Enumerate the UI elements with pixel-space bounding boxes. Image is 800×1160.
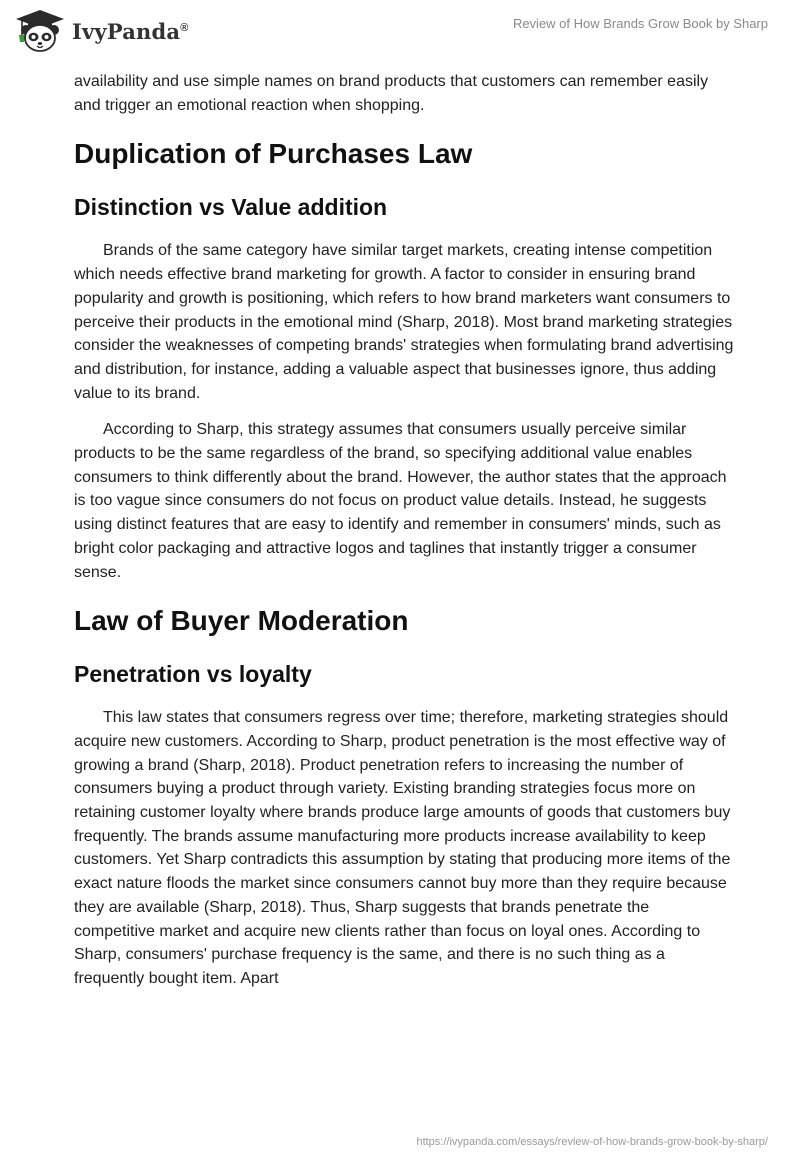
paragraph: According to Sharp, this strategy assumes that consumers usually perceive similar products to be the same regardless of the brand, so specifying additional value enables consumers to think differently about the brand. However, the author states that the approach is too vague since consumers do not focus on product value details. Instead, he suggests using distinct features that are easy to identify and remember in consumers' minds, such as bright color packaging and attractive logos and taglines that instantly trigger a consumer sense. <box>74 421 727 581</box>
subheading-distinction-vs-value: Distinction vs Value addition <box>74 194 388 221</box>
page-header <box>0 0 800 60</box>
registered-mark: ® <box>180 21 189 34</box>
source-url[interactable]: https://ivypanda.com/essays/review-of-how-brands-grow-book-by-sharp/ <box>416 1136 768 1148</box>
ivypanda-logo[interactable] <box>14 8 189 54</box>
logo-wordmark: IvyPanda <box>72 18 181 44</box>
section-heading-buyer-moderation: Law of Buyer Moderation <box>74 605 409 637</box>
essay-content <box>74 70 734 1004</box>
paragraph: Brands of the same category have similar target markets, creating intense competition which needs effective brand marketing for growth. A factor to consider in ensuring brand popularity and growth is positioning, which refers to how brand marketers want consumers to perceive their products in the emotional mind (Sharp, 2018). Most brand marketing strategies consider the weaknesses of competing brands' strategies when formulating brand advertising and distribution, for instance, adding a valuable aspect that businesses ignore, thus adding value to its brand. <box>74 242 734 402</box>
intro-paragraph: availability and use simple names on brand products that customers can remember easily and trigger an emotional reaction when shopping. <box>74 73 709 114</box>
panda-graduate-icon <box>14 8 66 54</box>
subheading-penetration-vs-loyalty: Penetration vs loyalty <box>74 661 312 688</box>
section-heading-duplication-of-purchases: Duplication of Purchases Law <box>74 138 473 170</box>
document-title: Review of How Brands Grow Book by Sharp <box>512 16 768 31</box>
paragraph: This law states that consumers regress over time; therefore, marketing strategies should acquire new customers. According to Sharp, product penetration is the most effective way of growing a brand (Sharp, 2018). Product penetration refers to increasing the number of consumers buying a product through variety. Existing branding strategies focus more on retaining customer loyalty where brands produce large amounts of goods that customers buy frequently. The brands assume manufacturing more products increase availability to keep customers. Yet Sharp contradicts this assumption by stating that producing more items of the exact nature floods the market since consumers cannot buy more than they require because they are available (Sharp, 2018). Thus, Sharp suggests that brands penetrate the competitive market and acquire new clients rather than focus on loyal ones. According to Sharp, consumers' purchase frequency is the same, and there is no such thing as a frequently bought item. Apart <box>74 709 731 987</box>
